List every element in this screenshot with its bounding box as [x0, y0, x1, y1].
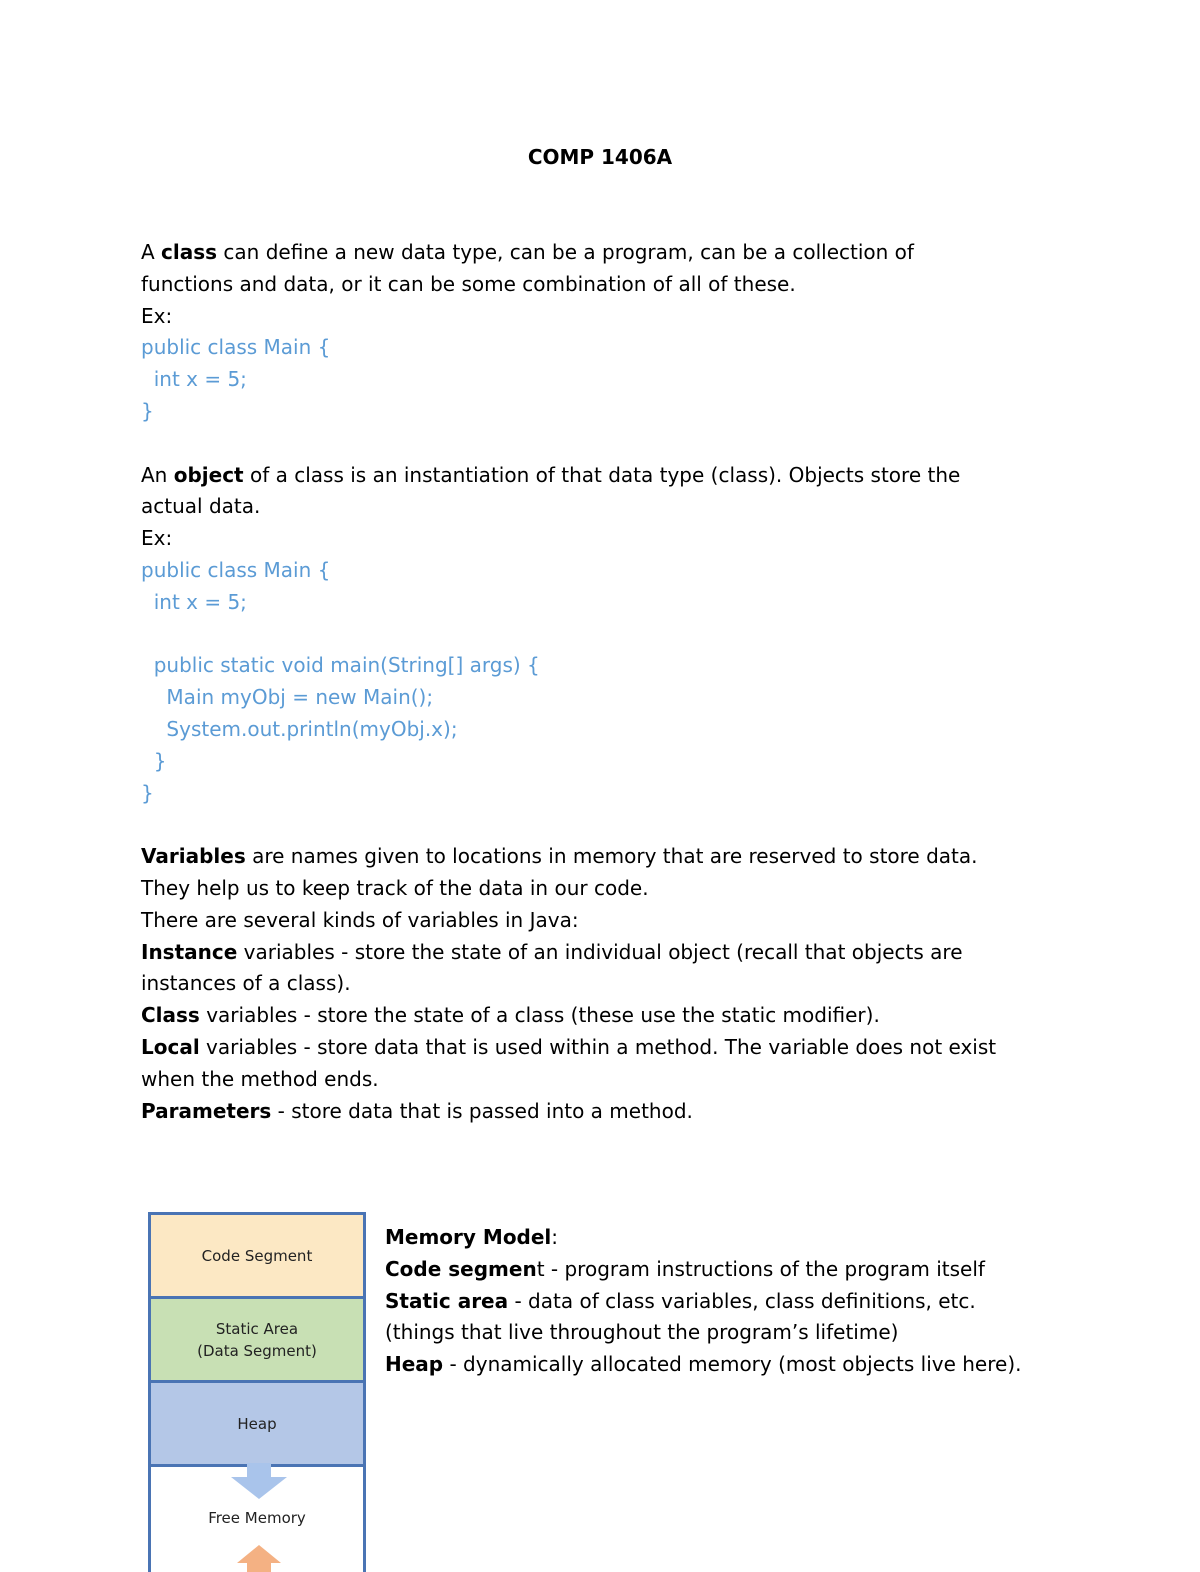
code-segment-block: [151, 1215, 363, 1299]
static-area-line: Static area - data of class variables, class definitions, etc.: [385, 1288, 976, 1313]
heap-growth-arrow-icon: [231, 1463, 287, 1499]
code-line: public static void main(String[] args) {: [141, 653, 540, 678]
code-line: public class Main {: [141, 335, 331, 360]
memory-model-diagram: [148, 1212, 366, 1572]
object-definition-line-2: actual data.: [141, 494, 261, 519]
class-variables-line: Class variables - store the state of a class (these use the static modifier).: [141, 1003, 880, 1028]
code-segment-line: Code segment - program instructions of the program itself: [385, 1256, 985, 1281]
code-line: public class Main {: [141, 557, 331, 582]
local-variables-line-2: when the method ends.: [141, 1066, 379, 1091]
code-line: }: [141, 748, 167, 773]
class-var-term: Class: [141, 1003, 200, 1028]
example-label: Ex:: [141, 303, 173, 328]
instance-term: Instance: [141, 939, 238, 964]
parameters-line: Parameters - store data that is passed into a method.: [141, 1098, 693, 1123]
code-line: Main myObj = new Main();: [141, 685, 434, 710]
heap-label: Heap: [237, 1414, 277, 1433]
object-term: object: [173, 462, 244, 487]
stack-growth-arrow-icon: [237, 1545, 281, 1572]
heap-block: [151, 1383, 363, 1467]
code-line: int x = 5;: [141, 367, 247, 392]
variables-line-3: There are several kinds of variables in Java:: [141, 907, 579, 932]
instance-variables-line: Instance variables - store the state of an individual object (recall that objects are: [141, 939, 963, 964]
document-body: [141, 237, 1061, 1127]
heap-line: Heap - dynamically allocated memory (most objects live here).: [385, 1352, 1022, 1377]
instance-variables-line-2: instances of a class).: [141, 971, 351, 996]
variables-term: Variables: [141, 844, 246, 869]
object-definition-line-1: An object of a class is an instantiation of that data type (class). Objects store the: [141, 462, 961, 487]
class-term: class: [161, 240, 218, 264]
memory-model-description: [385, 1222, 1105, 1381]
memory-model-heading: Memory Model:: [385, 1225, 559, 1249]
code-line: [141, 619, 1061, 651]
data-segment-label: (Data Segment): [197, 1341, 317, 1360]
code-line: }: [141, 398, 154, 423]
local-variables-line: Local variables - store data that is used within a method. The variable does not exist: [141, 1034, 997, 1059]
static-area-block: [151, 1299, 363, 1383]
variables-line-1: Variables are names given to locations in memory that are reserved to store data.: [141, 844, 978, 869]
static-area-line-2: (things that live throughout the program’s lifetime): [385, 1320, 899, 1345]
code-line: System.out.println(myObj.x);: [141, 716, 458, 741]
local-term: Local: [141, 1034, 200, 1059]
class-definition-line-2: functions and data, or it can be some combination of all of these.: [141, 271, 796, 296]
code-line: int x = 5;: [141, 589, 247, 614]
example-label: Ex:: [141, 526, 173, 551]
page-title: COMP 1406A: [527, 145, 673, 169]
class-definition-line-1: A class can define a new data type, can be a program, can be a collection of: [141, 240, 914, 264]
parameters-term: Parameters: [141, 1098, 272, 1123]
code-line: }: [141, 780, 154, 805]
variables-line-2: They help us to keep track of the data in our code.: [141, 875, 649, 900]
free-memory-label: Free Memory: [208, 1509, 306, 1527]
static-area-label: Static Area: [215, 1319, 299, 1338]
code-segment-label: Code Segment: [201, 1246, 313, 1265]
